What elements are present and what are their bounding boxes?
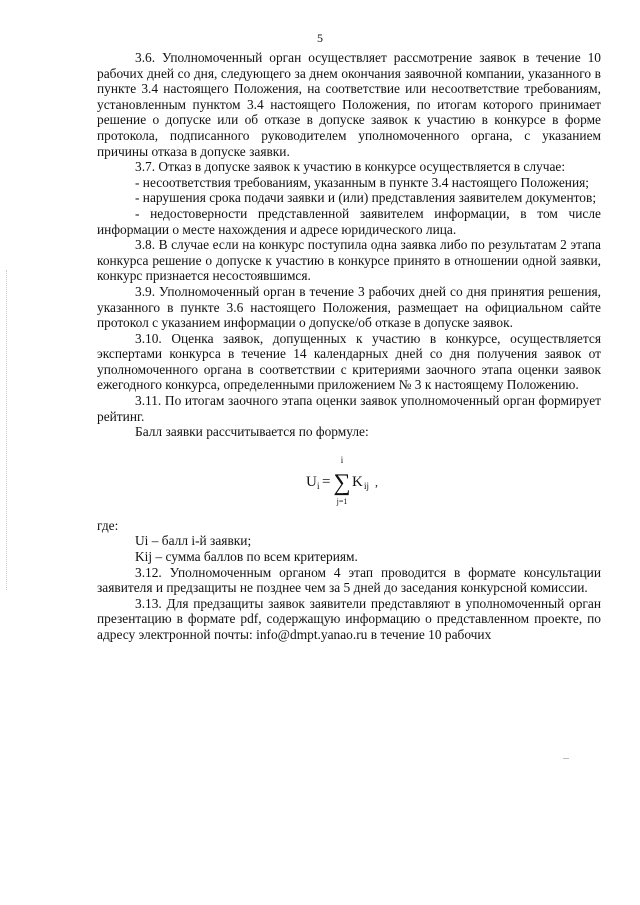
scan-mark	[563, 758, 569, 759]
paragraph-3-7: 3.7. Отказ в допуске заявок к участию в конкурсе осуществляется в случае:	[135, 159, 566, 175]
where-label: где:	[97, 517, 119, 533]
list-item-deadline-violation: - нарушения срока подачи заявки и (или) представления заявителем документов;	[135, 190, 597, 206]
formula-trail: ,	[375, 474, 378, 489]
paragraph-3-8: 3.8. В случае если на конкурс поступила одна заявка либо по результатам 2 этапа конкурса решение о допуске к участию в конкурсе принято в отношении одной заявки, конкурс признается несостоявшимся.	[97, 237, 601, 284]
list-item-unreliable-info: - недостоверности представленной заявителем информации, в том числе информации о месте нахождения и адресе юридического лица.	[97, 205, 601, 237]
paragraph-3-13: 3.13. Для предзащиты заявок заявители представляют в уполномоченный орган презентацию в формате pdf, содержащую информацию о представленном проекте, по адресу электронной почты: info@dmpt.yanao.ru в течение 10 рабочих	[97, 595, 601, 642]
page-number: 5	[317, 31, 323, 45]
paragraph-3-6: 3.6. Уполномоченный орган осуществляет рассмотрение заявок в течение 10 рабочих дней со дня, следующего за днем окончания заявочной компании, указанного в пункте 3.4 настоящего Положения, на соответствие или несоответствие требованиям, установленным пунктом 3.4 настоящего Положения, по итогам которого принимает решение о допуске или об отказе в допуске заявок к участию в конкурсе в форме протокола, подписанного руководителем уполномоченного органа, с указанием причины отказа в допуске заявки.	[97, 50, 601, 159]
score-formula-graphic	[284, 454, 414, 508]
sum-sign-icon: ∑	[333, 469, 351, 496]
formula-lhs: U	[306, 473, 317, 490]
scan-margin-dots	[6, 270, 9, 590]
formula-term-sub: ij	[364, 480, 370, 491]
formula-sum-lower: j=1	[336, 496, 348, 506]
formula-term: K	[352, 473, 363, 490]
paragraph-3-12: 3.12. Уполномоченным органом 4 этап проводится в формате консультации заявителя и предзащиты не позднее чем за 5 дней до заседания конкурсной комиссии.	[97, 564, 601, 596]
formula-sum-upper: i	[340, 454, 344, 465]
formula-equals: =	[322, 473, 331, 490]
paragraph-3-11: 3.11. По итогам заочного этапа оценки заявок уполномоченный орган формирует рейтинг.	[97, 393, 601, 424]
definition-kij: Kij – сумма баллов по всем критериям.	[135, 549, 358, 565]
definition-ui: Ui – балл i-й заявки;	[135, 533, 252, 549]
formula-intro: Балл заявки рассчитывается по формуле:	[135, 424, 369, 440]
formula-lhs-sub: i	[317, 480, 320, 491]
document-body	[97, 50, 601, 643]
list-item-noncompliance: - несоответствия требованиям, указанным в пункте 3.4 настоящего Положения;	[135, 174, 589, 190]
paragraph-3-10: 3.10. Оценка заявок, допущенных к участию в конкурсе, осуществляется экспертами конкурса в течение 14 календарных дней со дня получения заявок от уполномоченного органа в соответствии с критериями заочного этапа оценки заявок ежегодного конкурса, определенными приложением № 3 к настоящему Положению.	[97, 330, 601, 393]
score-formula	[97, 454, 601, 508]
paragraph-3-9: 3.9. Уполномоченный орган в течение 3 рабочих дней со дня принятия решения, указанного в пункте 3.6 настоящего Положения, размещает на официальном сайте протокол с указанием информации о допуске/об отказе в допуске заявок.	[97, 283, 601, 331]
